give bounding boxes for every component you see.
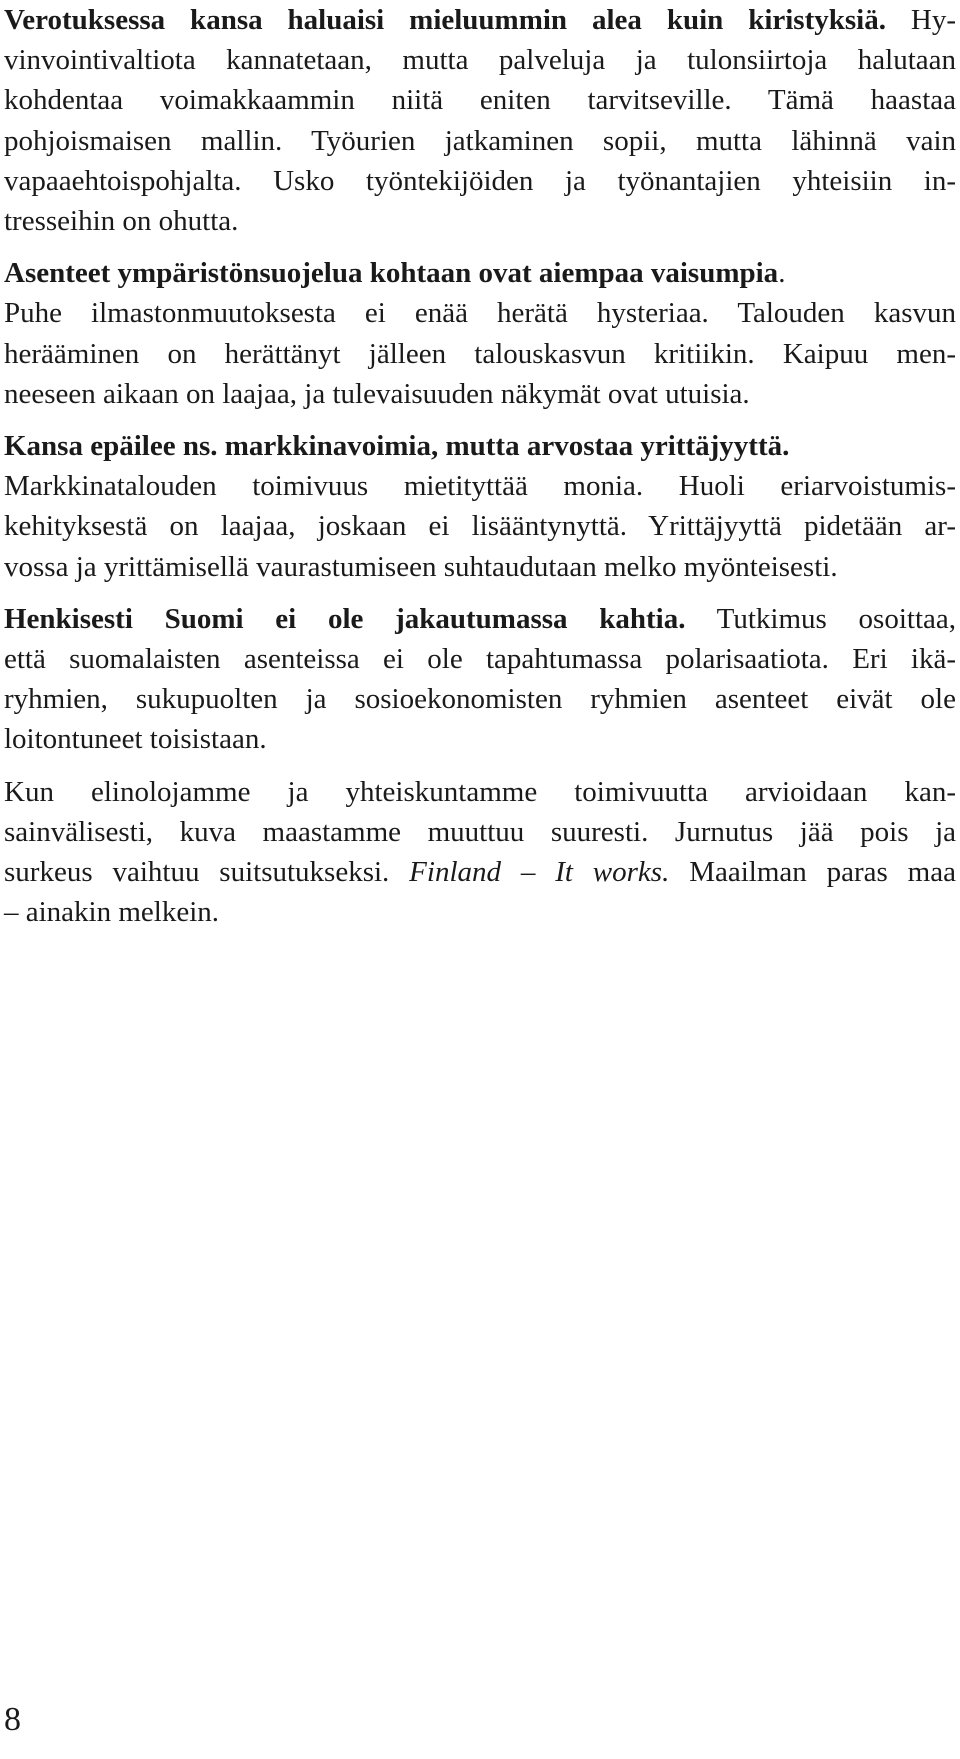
- text-segment: vossa ja yrittämisellä vaurastumiseen suhtaudutaan melko myönteisesti.: [4, 550, 838, 583]
- text-segment: Hy-: [885, 4, 956, 36]
- text-segment: .: [778, 257, 786, 290]
- text-line: [4, 80, 956, 120]
- text-line: [4, 812, 956, 852]
- text-segment: vinvointivaltiota kannatetaan, mutta palveluja ja tulonsiirtoja halutaan: [4, 44, 956, 77]
- text-segment: Maailman paras maa: [669, 856, 956, 889]
- text-segment: Tutkimus osoittaa,: [685, 602, 956, 635]
- paragraph-taxation: [4, 0, 956, 241]
- text-segment: kohdentaa voimakkaammin niitä eniten tarvitseville. Tämä haastaa: [4, 84, 956, 117]
- lead-sentence: Henkisesti Suomi ei ole jakautumassa kahtia.: [4, 602, 686, 635]
- text-line: [4, 334, 956, 374]
- text-segment: pohjoismaisen mallin. Työurien jatkaminen sopii, mutta lähinnä vain: [4, 124, 956, 157]
- text-segment: tresseihin on ohutta.: [4, 205, 239, 238]
- paragraph-polarisation: [4, 599, 956, 760]
- text-segment: että suomalaisten asenteissa ei ole tapahtumassa polarisaatiota. Eri ikä-: [4, 643, 956, 676]
- text-segment: – ainakin melkein.: [4, 896, 220, 929]
- text-line: [4, 599, 956, 639]
- text-segment: surkeus vaihtuu suitsutukseksi.: [4, 856, 410, 889]
- text-line: [4, 374, 956, 414]
- text-line: [4, 719, 956, 759]
- paragraph-markets: [4, 426, 956, 587]
- text-segment: Kun elinolojamme ja yhteiskuntamme toimivuutta arvioidaan kan-: [4, 775, 956, 808]
- paragraph-international: [4, 772, 956, 933]
- text-segment: Puhe ilmastonmuutoksesta ei enää herätä hysteriaa. Talouden kasvun: [4, 297, 956, 330]
- text-line: [4, 121, 956, 161]
- text-line: [4, 293, 956, 333]
- text-line: [4, 426, 956, 466]
- text-segment: ryhmien, sukupuolten ja sosioekonomisten ryhmien asenteet eivät ole: [4, 683, 956, 716]
- lead-sentence: Asenteet ympäristönsuojelua kohtaan ovat aiempaa vaisumpia: [4, 257, 779, 290]
- text-line: [4, 506, 956, 546]
- text-segment: sainvälisesti, kuva maastamme muuttuu suuresti. Jurnutus jää pois ja: [4, 815, 956, 848]
- italic-phrase: Finland – It works.: [409, 856, 670, 889]
- page-number: 8: [4, 1701, 21, 1738]
- text-line: [4, 639, 956, 679]
- text-line: [4, 466, 956, 506]
- text-segment: Markkinatalouden toimivuus mietityttää monia. Huoli eriarvoistumis-: [4, 470, 956, 503]
- lead-sentence: Verotuksessa kansa haluaisi mieluummin alea kuin kiristyksiä.: [4, 4, 886, 36]
- paragraph-environment: [4, 253, 956, 414]
- text-line: [4, 253, 956, 293]
- text-segment: vapaaehtoispohjalta. Usko työntekijöiden ja työnantajien yhteisiin in-: [4, 164, 956, 197]
- text-segment: kehityksestä on laajaa, joskaan ei lisääntynyttä. Yrittäjyyttä pidetään ar-: [4, 510, 956, 543]
- text-line: [4, 161, 956, 201]
- text-segment: herääminen on herättänyt jälleen talouskasvun kritiikin. Kaipuu men-: [4, 337, 956, 370]
- text-line: [4, 679, 956, 719]
- text-segment: neeseen aikaan on laajaa, ja tulevaisuuden näkymät ovat utuisia.: [4, 377, 750, 410]
- text-line: [4, 852, 956, 892]
- text-line: [4, 0, 956, 40]
- text-line: [4, 201, 956, 241]
- text-line: [4, 772, 956, 812]
- document-body: [4, 0, 956, 944]
- text-segment: loitontuneet toisistaan.: [4, 723, 267, 756]
- text-line: [4, 547, 956, 587]
- text-line: [4, 40, 956, 80]
- lead-sentence: Kansa epäilee ns. markkinavoimia, mutta arvostaa yrittäjyyttä.: [4, 430, 790, 463]
- text-line: [4, 892, 956, 932]
